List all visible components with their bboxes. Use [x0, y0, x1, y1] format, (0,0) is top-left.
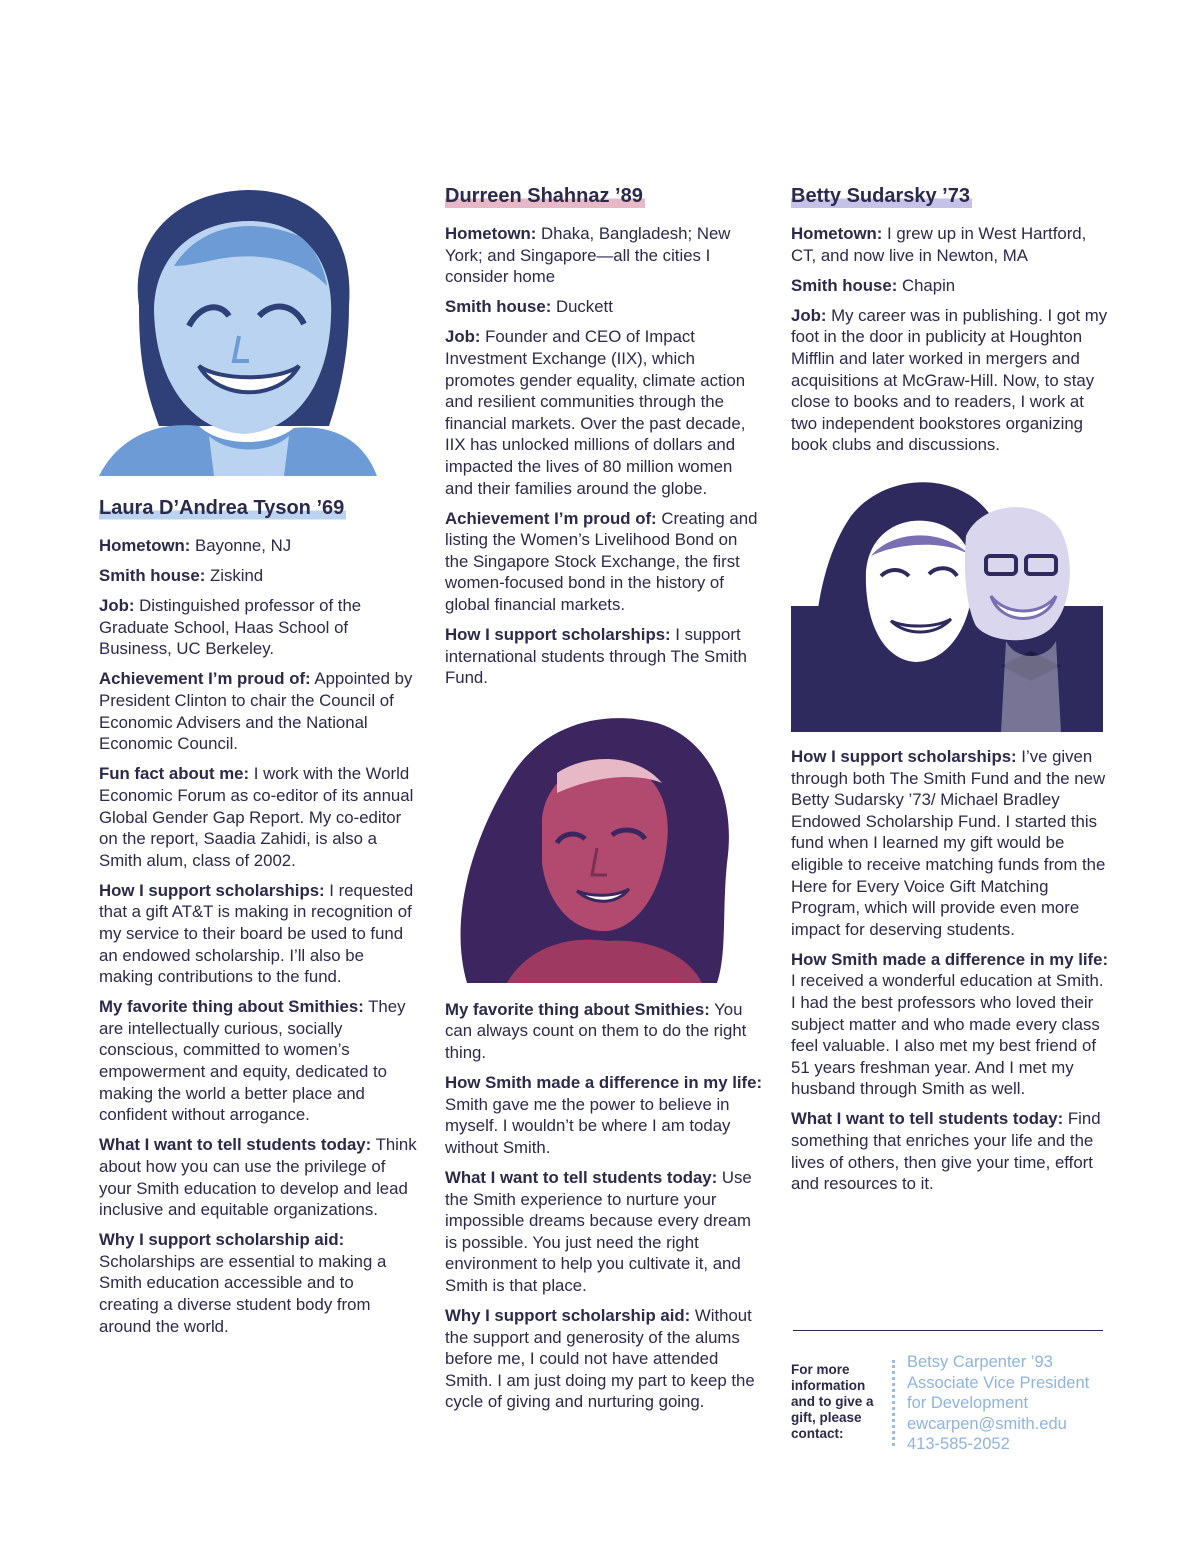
field-job [445, 326, 763, 499]
field-label: Hometown: [791, 224, 883, 243]
field-label: Fun fact about me: [99, 764, 250, 784]
profile-name: Betty Sudarsky ’73 [791, 185, 970, 207]
field-value: Use the Smith experience to nurture your impossible dreams because every dream is possible. You just need the right environment to help you cultivate it, and Smith is that place. [445, 1168, 752, 1295]
field-label: What I want to tell students today: [445, 1168, 718, 1188]
field-value: Think about how you can use the privilege of your Smith education to develop and lead inclusive and equitable organizations. [99, 1135, 417, 1220]
contact-dotted-divider [892, 1360, 895, 1446]
field-value: I work with the World Economic Forum as co-editor of its annual Global Gender Gap Report. My co-editor on the report, Saadia Zahidi, is also a Smith alum, class of 2002. [99, 764, 414, 870]
field-label: Why I support scholarship aid: [99, 1230, 345, 1250]
field-value: My career was in publishing. I got my foot in the door in publicity at Houghton Mifflin and later worked in mergers and acquisitions at McGraw-Hill. Now, to stay close to books and to readers, I work at two independent bookstores organizing book clubs and discussions. [791, 305, 1108, 455]
field-value: Creating and listing the Women’s Livelihood Bond on the Singapore Stock Exchange, the first women-focused bond in the history of global financial markets. [445, 508, 758, 614]
field-support-scholarships [445, 624, 763, 689]
field-value: I grew up in West Hartford, CT, and now live in Newton, MA [791, 224, 1087, 265]
field-label: What I want to tell students today: [791, 1109, 1064, 1129]
field-hometown [99, 535, 417, 557]
field-tell-students [99, 1134, 417, 1220]
field-label: My favorite thing about Smithies: [99, 997, 364, 1017]
field-label: Job: [791, 305, 827, 325]
field-label: Job: [99, 596, 135, 616]
field-label: Achievement I’m proud of: [445, 508, 657, 528]
field-value: Bayonne, NJ [190, 536, 292, 555]
contact-name: Betsy Carpenter ’93 [907, 1353, 1053, 1371]
field-tell-students [445, 1167, 763, 1297]
field-value: They are intellectually curious, socially conscious, committed to women’s empowerment and equity, dedicated to making the world a better place and confident without arrogance. [99, 997, 406, 1125]
field-value: I received a wonderful education at Smith. I had the best professors who loved their subject matter and who made every class feel valuable. I also met my best friend of 51 years freshman year. And I met my husband through Smith as well. [791, 971, 1104, 1099]
contact-phone[interactable]: 413-585-2052 [907, 1435, 1010, 1453]
field-label: What I want to tell students today: [99, 1135, 372, 1155]
field-hometown [791, 223, 1109, 266]
profile-name: Laura D’Andrea Tyson ’69 [99, 497, 345, 519]
field-label: How I support scholarships: [99, 880, 325, 900]
field-value: Scholarships are essential to making a Smith education accessible and to creating a diverse student body from around the world. [99, 1251, 387, 1336]
field-why-support-aid [99, 1229, 417, 1337]
field-job [791, 305, 1109, 456]
field-value: Smith gave me the power to believe in myself. I wouldn’t be where I am today without Smith. [445, 1094, 731, 1157]
field-label: Smith house: [791, 275, 898, 295]
field-label: How Smith made a difference in my life: [791, 949, 1109, 969]
field-value: Chapin [897, 275, 956, 295]
field-value: Find something that enriches your life and the lives of others, then give your time, effort and resources to it. [791, 1109, 1101, 1194]
field-smith-house [99, 565, 417, 587]
field-value: I requested that a gift AT&T is making in recognition of my service to their board be used to fund an endowed scholarship. I’ll also be making contributions to the fund. [99, 880, 414, 987]
contact-title-line1: Associate Vice President [907, 1373, 1090, 1392]
field-value: Duckett [551, 297, 613, 317]
field-achievement [445, 508, 763, 616]
portrait-laura-tyson [99, 186, 377, 476]
field-label: Job: [445, 327, 481, 347]
field-favorite-thing [445, 999, 763, 1064]
field-label: Smith house: [99, 566, 206, 586]
field-smith-difference [791, 949, 1109, 1100]
contact-prompt: For more information and to give a gift, please contact: [791, 1362, 874, 1441]
field-smith-difference [445, 1072, 763, 1158]
field-label: Smith house: [445, 297, 552, 317]
profile-durreen-shahnaz [445, 184, 763, 1422]
contact-title-line2: for Development [907, 1394, 1029, 1412]
field-value: Distinguished professor of the Graduate School, Haas School of Business, UC Berkeley. [99, 596, 362, 659]
field-label: Achievement I’m proud of: [99, 669, 311, 689]
field-tell-students [791, 1108, 1109, 1194]
profile-betty-sudarsky [791, 184, 1109, 1203]
portrait-betty-and-michael [791, 476, 1103, 732]
field-label: Why I support scholarship aid: [445, 1306, 691, 1326]
field-value: You can always count on them to do the right thing. [445, 999, 747, 1063]
field-value: I support international students through The Smith Fund. [445, 625, 747, 688]
field-hometown [445, 223, 763, 288]
portrait-durreen-shahnaz [447, 713, 743, 983]
field-support-scholarships [99, 880, 417, 988]
field-fun-fact [99, 763, 417, 871]
field-value: I’ve given through both The Smith Fund and the new Betty Sudarsky ’73/ Michael Bradley Endowed Scholarship Fund. I started this fund when I learned my gift would be eligible to receive matching funds from the Here for Every Voice Gift Matching Program, which will provide even more impact for deserving students. [791, 746, 1106, 939]
field-favorite-thing [99, 996, 417, 1126]
field-label: Hometown: [99, 536, 191, 555]
field-label: My favorite thing about Smithies: [445, 999, 710, 1019]
profile-laura-tyson [99, 186, 417, 1346]
profile-name: Durreen Shahnaz ’89 [445, 185, 643, 207]
field-support-scholarships [791, 746, 1109, 940]
field-label: How I support scholarships: [445, 625, 671, 645]
field-smith-house [445, 296, 763, 318]
field-job [99, 595, 417, 660]
field-label: How I support scholarships: [791, 746, 1017, 766]
field-value: Ziskind [205, 566, 264, 586]
contact-email-link[interactable]: ewcarpen@smith.edu [907, 1414, 1067, 1433]
field-achievement [99, 668, 417, 754]
contact-info [907, 1352, 1089, 1455]
field-smith-house [791, 275, 1109, 297]
field-why-support-aid [445, 1305, 763, 1413]
field-label: How Smith made a difference in my life: [445, 1073, 763, 1093]
contact-divider [793, 1330, 1103, 1331]
field-value: Appointed by President Clinton to chair the Council of Economic Advisers and the National Economic Council. [99, 669, 413, 754]
field-label: Hometown: [445, 224, 537, 243]
field-value: Without the support and generosity of the alums before me, I could not have attended Smith. I am just doing my part to keep the cycle of giving and nurturing going. [445, 1306, 755, 1412]
field-value: Founder and CEO of Impact Investment Exchange (IIX), which promotes gender equality, climate action and resilient communities through the financial markets. Over the past decade, IIX has unlocked millions of dollars and impacted the lives of 80 million women and their families around the globe. [445, 327, 746, 498]
field-value: Dhaka, Bangladesh; New York; and Singapore—all the cities I consider home [445, 224, 731, 287]
